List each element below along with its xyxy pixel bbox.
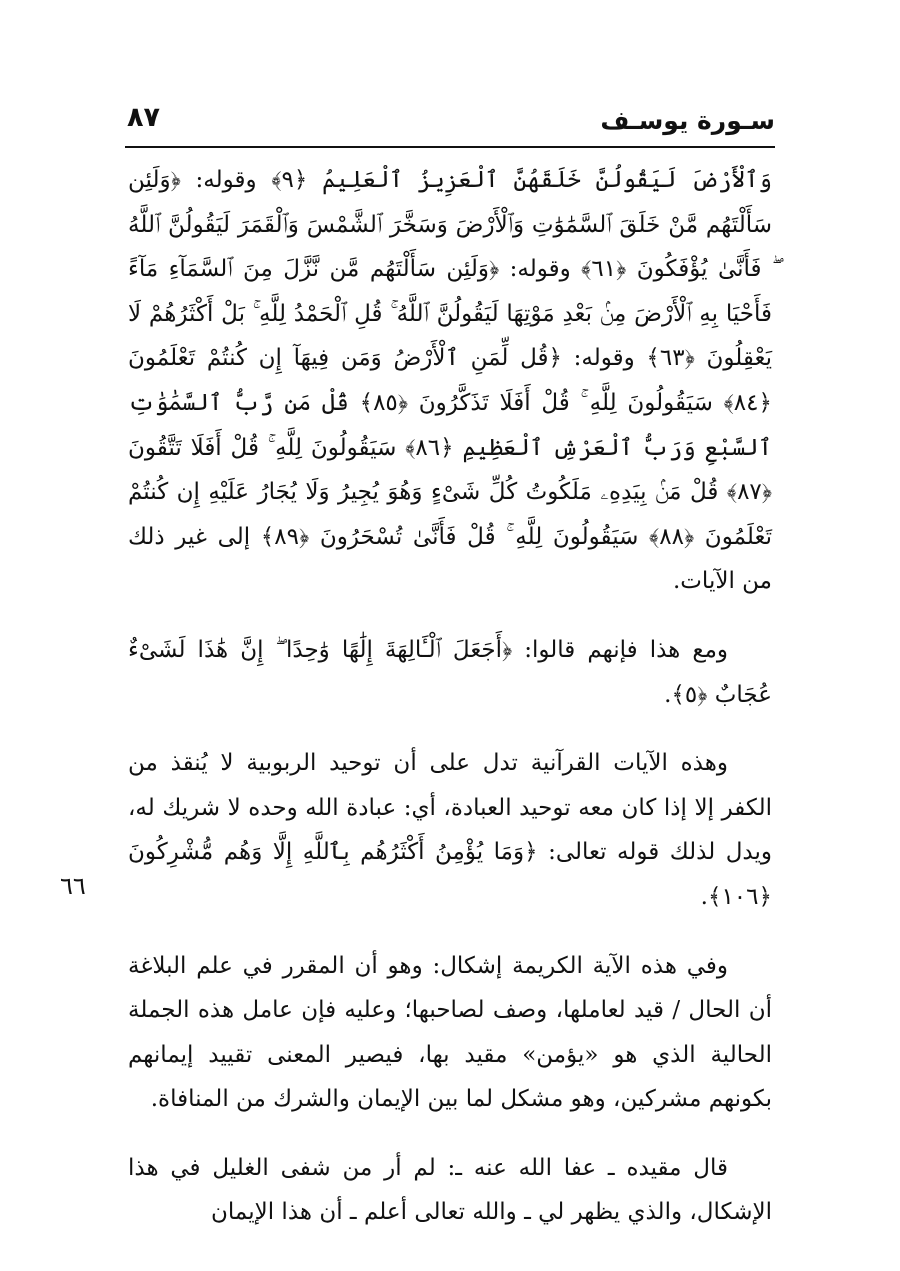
paragraph-answer: قال مقيده ـ عفا الله عنه ـ: لم أر من شفى الغليل في هذا الإشكال، والذي يظهر لي ـ والله تعالى أعلم ـ أن هذا الإيمان xyxy=(128,1154,772,1226)
paragraph-tawhid: وهذه الآيات القرآنية تدل على أن توحيد الربوبية لا يُنقذ من الكفر إلا إذا كان معه توحيد العبادة، أي: عبادة الله وحده لا شريك له، ويدل لذلك قوله تعالى: ﴿وَمَا يُؤْمِنُ أَكْثَرُهُم بِٱللَّهِ إِلَّا وَهُم مُّشْرِكُونَ ﴿١٠٦﴾. xyxy=(128,750,772,910)
paragraph-verses: وَٱلْأَرْضَ لَيَقُولُنَّ خَلَقَهُنَّ ٱلْعَزِيزُ ٱلْعَلِيمُ ﴿٩﴾ وقوله: ﴿وَلَئِن سَأَلْتَهُم مَّنْ خَلَقَ ٱلسَّمَٰوَٰتِ وَٱلْأَرْضَ وَسَخَّرَ ٱلشَّمْسَ وَٱلْقَمَرَ لَيَقُولُنَّ ٱللَّهُ ۖ فَأَنَّىٰ يُؤْفَكُونَ ﴿٦١﴾ وقوله: ﴿وَلَئِن سَأَلْتَهُم مَّن نَّزَّلَ مِنَ ٱلسَّمَآءِ مَآءً فَأَحْيَا بِهِ ٱلْأَرْضَ مِنۢ بَعْدِ مَوْتِهَا لَيَقُولُنَّ ٱللَّهُ ۚ قُلِ ٱلْحَمْدُ لِلَّهِ ۚ بَلْ أَكْثَرُهُمْ لَا يَعْقِلُونَ ﴿٦٣﴾ وقوله: ﴿قُل لِّمَنِ ٱلْأَرْضُ وَمَن فِيهَآ إِن كُنتُمْ تَعْلَمُونَ ﴿٨٤﴾ سَيَقُولُونَ لِلَّهِ ۚ قُلْ أَفَلَا تَذَكَّرُونَ ﴿٨٥﴾ قُلْ مَن رَّبُّ ٱلسَّمَٰوَٰتِ ٱلسَّبْعِ وَرَبُّ ٱلْعَرْشِ ٱلْعَظِيمِ ﴿٨٦﴾ سَيَقُولُونَ لِلَّهِ ۚ قُلْ أَفَلَا تَتَّقُونَ ﴿٨٧﴾ قُلْ مَنۢ بِيَدِهِۦ مَلَكُوتُ كُلِّ شَىْءٍ وَهُوَ يُجِيرُ وَلَا يُجَارُ عَلَيْهِ إِن كُنتُمْ تَعْلَمُونَ ﴿٨٨﴾ سَيَقُولُونَ لِلَّهِ ۚ قُلْ فَأَنَّىٰ تُسْحَرُونَ ﴿٨٩﴾ إلى غير ذلك من الآيات. xyxy=(128,167,773,595)
page-number: ٨٧ xyxy=(127,102,160,133)
header-rule xyxy=(125,146,775,148)
page-body xyxy=(128,158,772,1235)
margin-page-reference: ٦٦ xyxy=(60,872,86,900)
page-header xyxy=(125,100,775,144)
surah-title: سـورة يوسـف xyxy=(600,106,775,135)
paragraph-objection: ومع هذا فإنهم قالوا: ﴿أَجَعَلَ ٱلْـَٔالِهَةَ إِلَٰهًا وَٰحِدًا ۖ إِنَّ هَٰذَا لَشَىْءٌ عُجَابٌ ﴿٥﴾. xyxy=(128,636,772,708)
paragraph-ishkal: وفي هذه الآية الكريمة إشكال: وهو أن المقرر في علم البلاغة أن الحال / قيد لعاملها، وصف لصاحبها؛ وعليه فإن عامل هذه الجملة الحالية الذي هو «يؤمن» مقيد بها، فيصير المعنى تقييد إيمانهم بكونهم مشركين، وهو مشكل لما بين الإيمان والشرك من المنافاة. xyxy=(128,952,772,1113)
